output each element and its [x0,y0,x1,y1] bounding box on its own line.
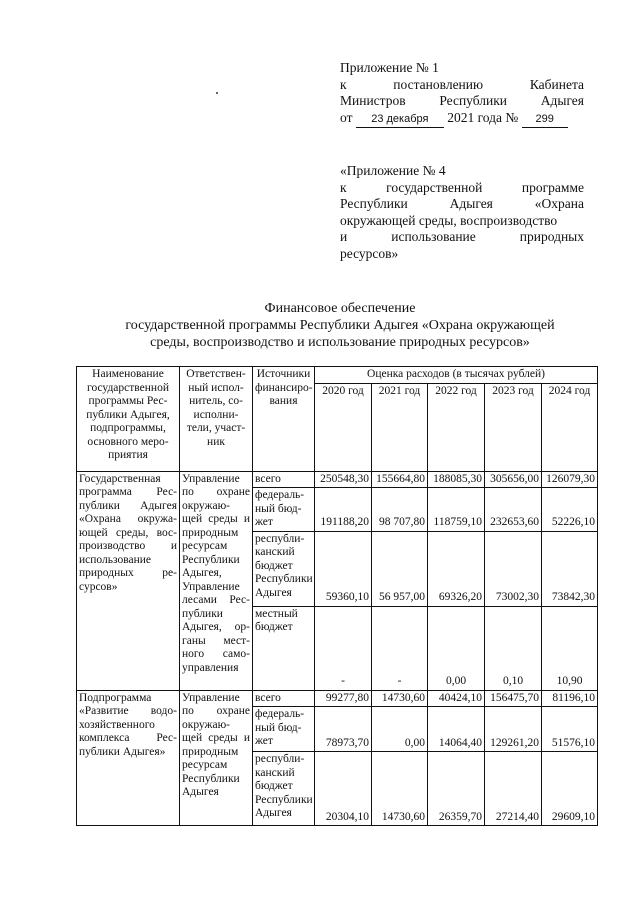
value-cell: 73002,30 [485,531,542,606]
source-cell: федераль-ный бюд-жет [253,488,315,532]
appendix-1-line2 [340,77,584,94]
title-line-3: среды, воспроизводство и использование природных ресурсов» [150,335,530,350]
header-year: 2020 год [315,383,372,471]
document-title [60,300,620,351]
value-cell: - [315,606,372,690]
scan-speck [216,92,218,94]
value-cell: 250548,30 [315,471,372,488]
header-year: 2024 год [542,383,598,471]
word: программе [521,179,584,195]
word: Министров [340,93,406,108]
appendix-4-line2 [340,180,584,197]
header-year: 2021 год [372,383,428,471]
value-cell: 26359,70 [428,752,485,826]
header-estimate: Оценка расходов (в тысячах рублей) [315,367,598,384]
value-cell: 188085,30 [428,471,485,488]
appendix-1-header [340,60,584,128]
value-cell: 27214,40 [485,752,542,826]
value-cell: 232653,60 [485,488,542,532]
value-cell: 0,00 [428,606,485,690]
word: Республики [439,93,508,108]
source-cell: республи-канский бюджет Республики Адыгея [253,752,315,826]
table-row [77,471,598,488]
subprogram-responsible: Управление по охране окружаю-щей среды и природным ресурсам Республики Адыгея [180,690,253,826]
word: Адыгея [449,196,493,211]
header-year: 2023 год [485,383,542,471]
header-sources: Источники финансиро-вания [253,367,315,472]
value-cell: 14730,60 [372,690,428,707]
appendix-4-title: «Приложение № 4 [340,163,446,178]
header-name: Наименование государственной программы Рес-публики Адыгея, подпрограммы, основного меро-приятия [77,367,180,472]
value-cell: 0,00 [372,707,428,752]
value-cell: 0,10 [485,606,542,690]
handwritten-number: 299 [522,111,568,129]
word: использование [391,229,476,244]
value-cell: 10,90 [542,606,598,690]
source-cell: республи-канский бюджет Республики Адыгея [253,531,315,606]
value-cell: 73842,30 [542,531,598,606]
word: «Охрана [534,196,585,211]
value-cell: 14730,60 [372,752,428,826]
program-responsible: Управление по охране окружаю-щей среды и природным ресурсам Республики Адыгея, Управление лесами Рес-публики Адыгея, ор-ганы мест-ного само-управления [180,471,253,690]
word: Кабинета [529,76,585,92]
appendix-4-header [340,163,584,262]
word: и [340,229,348,244]
value-cell: 99277,80 [315,690,372,707]
value-cell: 98 707,80 [372,488,428,532]
appendix-4-line3 [340,196,584,213]
value-cell: 305656,00 [485,471,542,488]
word: постановлению [393,76,484,92]
source-cell: федераль-ный бюд-жет [253,707,315,752]
value-cell: 118759,10 [428,488,485,532]
value-cell: 29609,10 [542,752,598,826]
program-name: Государственная программа Рес-публики Адыгея «Охрана окружа-ющей среды, вос-производство и использование природных ре-сурсов» [77,471,180,690]
title-line-1: Финансовое обеспечение [264,301,416,316]
header-row [77,367,598,384]
title-line-2: государственной программы Республики Адыгея «Охрана окружающей [125,318,555,333]
subprogram-name: Подпрограмма «Развитие водо-хозяйственного комплекса Рес-публики Адыгея» [77,690,180,826]
appendix-4-line6: ресурсов» [340,245,399,261]
value-cell: 191188,20 [315,488,372,532]
word: Республики [340,196,408,211]
appendix-1-date-line [340,110,584,129]
source-cell: местный бюджет [253,606,315,690]
value-cell: - [372,606,428,690]
date-prefix: от [340,109,353,125]
value-cell: 126079,30 [542,471,598,488]
value-cell: 155664,80 [372,471,428,488]
value-cell: 52226,10 [542,488,598,532]
table-row [77,690,598,707]
value-cell: 59360,10 [315,531,372,606]
header-responsible: Ответствен-ный испол-нитель, со-исполни-тели, участ-ник [180,367,253,472]
appendix-1-title: Приложение № 1 [340,60,439,75]
word: природных [519,229,585,244]
value-cell: 69326,20 [428,531,485,606]
value-cell: 78973,70 [315,707,372,752]
value-cell: 14064,40 [428,707,485,752]
financing-table [76,366,598,826]
value-cell: 81196,10 [542,690,598,707]
value-cell: 20304,10 [315,752,372,826]
word: к [340,179,347,195]
word: к [340,76,347,92]
value-cell: 56 957,00 [372,531,428,606]
value-cell: 51576,10 [542,707,598,752]
source-cell: всего [253,471,315,488]
value-cell: 129261,20 [485,707,542,752]
handwritten-date: 23 декабря [356,111,444,129]
header-year: 2022 год [428,383,485,471]
word: Адыгея [540,93,584,108]
word: государственной [386,179,483,195]
value-cell: 40424,10 [428,690,485,707]
value-cell: 156475,70 [485,690,542,707]
source-cell: всего [253,690,315,707]
appendix-4-line4: окружающей среды, воспроизводство [340,212,558,228]
year-text: 2021 года № [447,109,519,125]
appendix-4-line5 [340,229,584,246]
appendix-1-line3 [340,93,584,110]
